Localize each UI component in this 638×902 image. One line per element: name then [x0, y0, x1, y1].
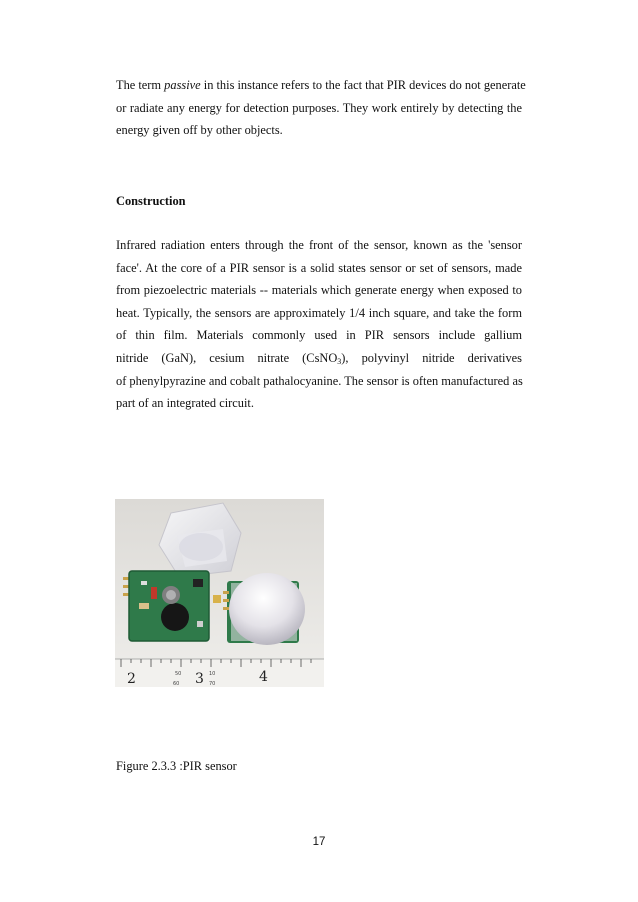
text-run: in this instance refers to the fact that PIR devices do not generate — [200, 78, 526, 92]
text-line: of thin film. Materials commonly used in PIR sensors include gallium — [116, 328, 522, 343]
text-line: energy given off by other objects. — [116, 123, 283, 138]
emphasis-text: passive — [164, 78, 201, 92]
ruler — [115, 659, 324, 687]
text-line: or radiate any energy for detection purposes. They work entirely by detecting the — [116, 100, 522, 115]
text-run: ), polyvinyl nitride derivatives — [341, 350, 522, 365]
text-line: part of an integrated circuit. — [116, 396, 254, 411]
figure-caption: Figure 2.3.3 :PIR sensor — [116, 759, 237, 773]
subscript: 3 — [337, 356, 342, 366]
text-line — [116, 347, 522, 370]
paragraph-construction — [116, 234, 522, 415]
pir-sensor-illustration — [115, 499, 324, 687]
text-line: face'. At the core of a PIR sensor is a solid states sensor or set of sensors, made — [116, 260, 522, 275]
ruler-mark: 4 — [259, 669, 268, 685]
pir-sensor-photo — [115, 499, 324, 687]
pcb-board-left — [123, 571, 221, 641]
ruler-small-mark: 60 — [173, 681, 180, 687]
text-line: of phenylpyrazine and cobalt pathalocyanine. The sensor is often manufactured as — [116, 373, 523, 388]
fresnel-dome — [229, 573, 305, 645]
text-line: Infrared radiation enters through the front of the sensor, known as the 'sensor — [116, 238, 522, 252]
page-number: 17 — [312, 836, 326, 848]
text-line: from piezoelectric materials -- materials which generate energy when exposed to — [116, 283, 522, 298]
ruler-small-mark: 10 — [209, 671, 216, 677]
section-heading: Construction — [116, 194, 186, 208]
text-run: The term — [116, 78, 165, 92]
ruler-small-mark: 50 — [175, 671, 182, 677]
text-line: heat. Typically, the sensors are approximately 1/4 inch square, and take the form — [116, 305, 522, 320]
paragraph-passive — [116, 74, 526, 142]
ruler-mark: 3 — [195, 671, 204, 687]
pcb-board-right — [223, 573, 305, 645]
text-run: nitride (GaN), cesium nitrate (CsNO — [116, 350, 338, 365]
ruler-small-mark: 70 — [209, 681, 216, 687]
text-line — [116, 74, 526, 97]
ruler-mark: 2 — [127, 671, 136, 687]
